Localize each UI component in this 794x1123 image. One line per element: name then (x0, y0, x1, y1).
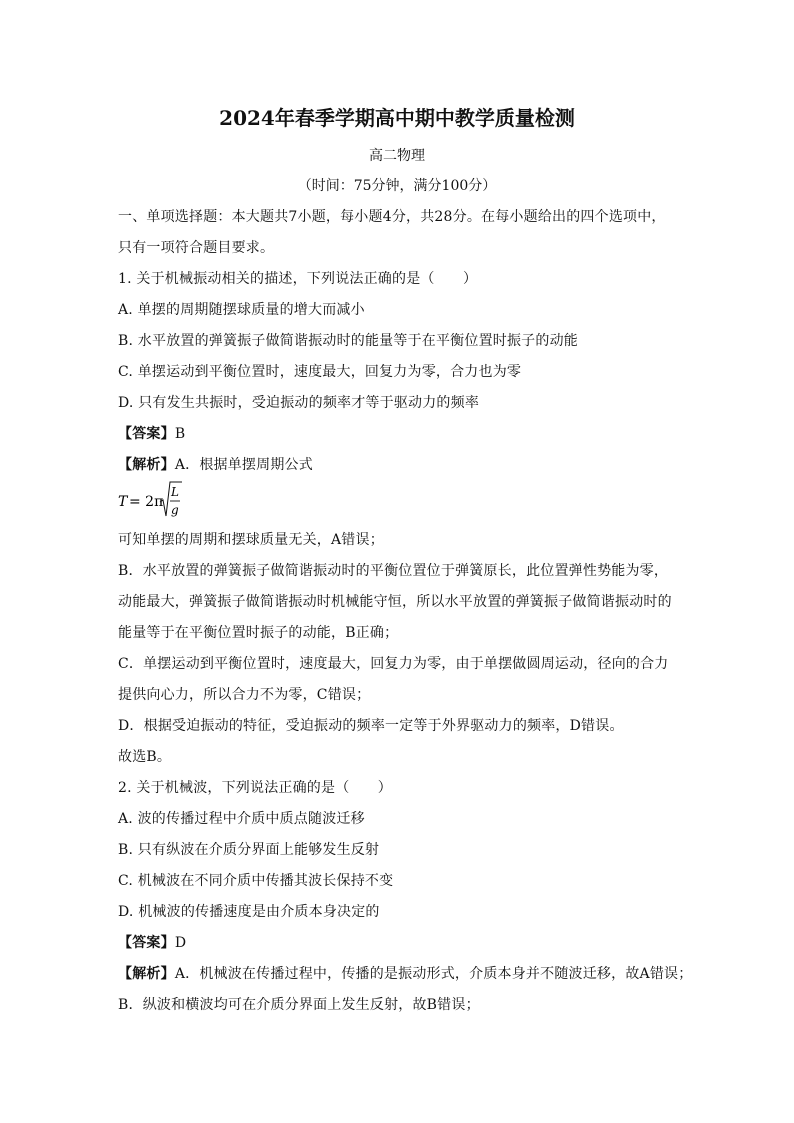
answer-value: D (174, 935, 187, 951)
section-heading-line-2: 只有一项符合题目要求。 (118, 240, 275, 256)
analysis-tag: 【解析】 (118, 457, 175, 473)
question-1-option-d: D. 只有发生共振时，受迫振动的频率才等于驱动力的频率 (118, 395, 480, 411)
subject-name: 高二物理 (369, 148, 425, 164)
formula-numerator: L (171, 485, 179, 499)
exam-title: 2024年春季学期高中期中教学质量检测 (219, 106, 575, 130)
formula-eq: = 2π (129, 494, 164, 510)
analysis-tag: 【解析】 (118, 966, 175, 982)
question-2-stem: 2. 关于机械波，下列说法正确的是（ ） (118, 780, 393, 796)
formula-lhs: T (118, 494, 128, 510)
question-1-analysis-line-8: D．根据受迫振动的特征，受迫振动的频率一定等于外界驱动力的频率，D错误。 (118, 718, 624, 734)
question-1-conclusion: 故选B。 (118, 749, 172, 765)
answer-tag: 【答案】 (118, 935, 175, 951)
question-1-analysis-line-6: C．单摆运动到平衡位置时，速度最大，回复力为零，由于单摆做圆周运动，径向的合力 (118, 656, 669, 672)
answer-value: B (174, 426, 186, 442)
question-1-analysis-line-7: 提供向心力，所以合力不为零，C错误； (118, 687, 371, 703)
question-1-stem: 1. 关于机械振动相关的描述，下列说法正确的是（ ） (118, 271, 478, 287)
question-1-option-b: B. 水平放置的弹簧振子做简谐振动时的能量等于在平衡位置时振子的动能 (118, 333, 578, 349)
question-2-option-b: B. 只有纵波在介质分界面上能够发生反射 (118, 842, 380, 858)
question-1-option-a: A. 单摆的周期随摆球质量的增大而减小 (118, 302, 365, 318)
question-1-analysis-line-2: 可知单摆的周期和摆球质量无关，A错误； (118, 532, 384, 548)
question-1-analysis-line-1 (118, 455, 313, 475)
analysis-text: A．根据单摆周期公式 (174, 457, 313, 473)
question-2-analysis-line-1 (118, 964, 692, 984)
formula-svg (118, 480, 188, 524)
analysis-text: A．机械波在传播过程中，传播的是振动形式，介质本身并不随波迁移，故A错误； (174, 966, 693, 982)
time-note: （时间：75分钟，满分100分） (297, 178, 497, 194)
question-2-option-a: A. 波的传播过程中介质中质点随波迁移 (118, 811, 365, 827)
question-1-option-c: C. 单摆运动到平衡位置时，速度最大，回复力为零，合力也为零 (118, 364, 522, 380)
question-1-answer (118, 424, 185, 444)
answer-tag: 【答案】 (118, 426, 175, 442)
question-2-answer (118, 933, 186, 953)
question-2-option-d: D. 机械波的传播速度是由介质本身决定的 (118, 904, 380, 920)
pendulum-period-formula (118, 480, 188, 520)
question-1-analysis-line-3: B．水平放置的弹簧振子做简谐振动时的平衡位置位于弹簧原长，此位置弹性势能为零， (118, 563, 669, 579)
question-1-analysis-line-5: 能量等于在平衡位置时振子的动能，B正确； (118, 625, 399, 641)
formula-denominator: g (171, 503, 179, 517)
question-1-analysis-line-4: 动能最大，弹簧振子做简谐振动时机械能守恒，所以水平放置的弹簧振子做简谐振动时的 (118, 594, 672, 610)
question-2-analysis-line-2: B．纵波和横波均可在介质分界面上发生反射，故B错误； (118, 997, 480, 1013)
question-2-option-c: C. 机械波在不同介质中传播其波长保持不变 (118, 873, 394, 889)
section-heading-line-1: 一、单项选择题：本大题共7小题，每小题4分，共28分。在每小题给出的四个选项中， (118, 209, 666, 225)
